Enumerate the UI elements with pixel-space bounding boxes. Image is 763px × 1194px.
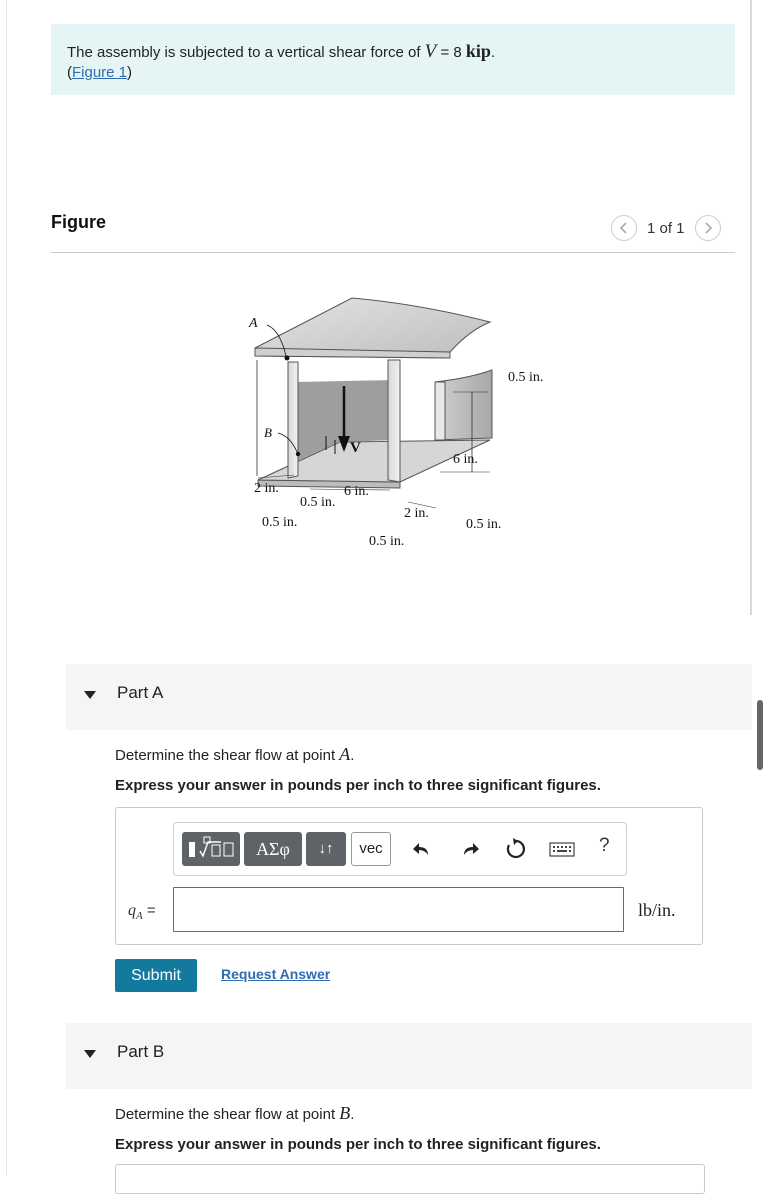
collapse-triangle-icon <box>84 1050 96 1058</box>
figure-divider <box>51 252 735 253</box>
label-top-thickness: 0.5 in. <box>508 370 544 385</box>
templates-icon <box>183 833 239 865</box>
figure-title: Figure <box>51 212 107 232</box>
help-button[interactable]: ? <box>599 835 610 856</box>
math-toolbar <box>173 822 627 876</box>
reset-icon[interactable] <box>504 837 528 861</box>
label-a: A <box>249 316 258 331</box>
figure-link-line: (Figure 1) <box>67 64 133 81</box>
label-b: B <box>264 425 272 440</box>
right-border <box>750 0 752 615</box>
label-v: V <box>350 440 361 456</box>
request-answer-link[interactable]: Request Answer <box>221 966 331 982</box>
unit-kip: kip <box>465 41 491 61</box>
undo-icon[interactable] <box>410 837 434 861</box>
collapse-triangle-icon <box>84 691 96 699</box>
part-b-label: Part B <box>117 1042 165 1061</box>
part-a-question: Determine the shear flow at point A. <box>115 744 355 764</box>
point-b-marker <box>296 452 300 456</box>
part-a-answer-box <box>115 807 703 945</box>
question-var-a: A <box>339 744 351 764</box>
label-left-2in: 2 in. <box>254 481 279 496</box>
redo-icon[interactable] <box>458 837 482 861</box>
answer-unit: lb/in. <box>638 900 676 920</box>
part-a-label: Part A <box>117 683 164 702</box>
part-a-header[interactable] <box>66 664 752 730</box>
problem-text: The assembly is subjected to a vertical shear force of V = 8 kip. <box>67 41 496 62</box>
left-web <box>288 362 298 478</box>
left-border <box>6 0 7 1176</box>
label-width: 6 in. <box>344 484 369 499</box>
figure-pager <box>611 214 721 242</box>
problem-statement <box>51 24 735 95</box>
part-b-header[interactable] <box>66 1023 752 1089</box>
label-height: 6 in. <box>453 452 478 467</box>
figure-link[interactable]: Figure 1 <box>72 64 128 81</box>
answer-label: $q_A$ = <box>128 902 156 922</box>
part-a-instruction: Express your answer in pounds per inch to three significant figures. <box>115 777 601 794</box>
question-var-b: B <box>339 1103 351 1123</box>
part-b-instruction: Express your answer in pounds per inch to three significant figures. <box>115 1136 601 1153</box>
pager-count: 1 of 1 <box>647 219 685 237</box>
chevron-right-icon <box>703 222 713 234</box>
box-beam-figure <box>240 290 570 560</box>
label-bottom-mid: 0.5 in. <box>369 534 405 549</box>
answer-input[interactable] <box>173 887 624 932</box>
label-right-2in: 2 in. <box>404 506 429 521</box>
part-b-question: Determine the shear flow at point B. <box>115 1103 355 1123</box>
vec-button[interactable]: vec <box>351 832 391 866</box>
label-left-bottom: 0.5 in. <box>262 515 298 530</box>
right-web <box>435 382 445 440</box>
templates-button[interactable] <box>182 832 240 866</box>
next-figure-button[interactable] <box>695 215 721 241</box>
greek-symbols-button[interactable]: ΑΣφ <box>244 832 302 866</box>
subscript-button[interactable]: ↓↑ <box>306 832 346 866</box>
point-a-marker <box>285 356 290 361</box>
label-left-web: 0.5 in. <box>300 495 336 510</box>
chevron-left-icon <box>619 222 629 234</box>
front-web <box>388 360 400 482</box>
part-b-answer-box <box>115 1164 705 1194</box>
prev-figure-button[interactable] <box>611 215 637 241</box>
label-right-bottom: 0.5 in. <box>466 517 502 532</box>
keyboard-icon[interactable] <box>548 837 576 861</box>
math-var-v: V <box>424 41 437 62</box>
submit-button[interactable]: Submit <box>115 959 197 992</box>
scrollbar-thumb[interactable] <box>757 700 763 770</box>
